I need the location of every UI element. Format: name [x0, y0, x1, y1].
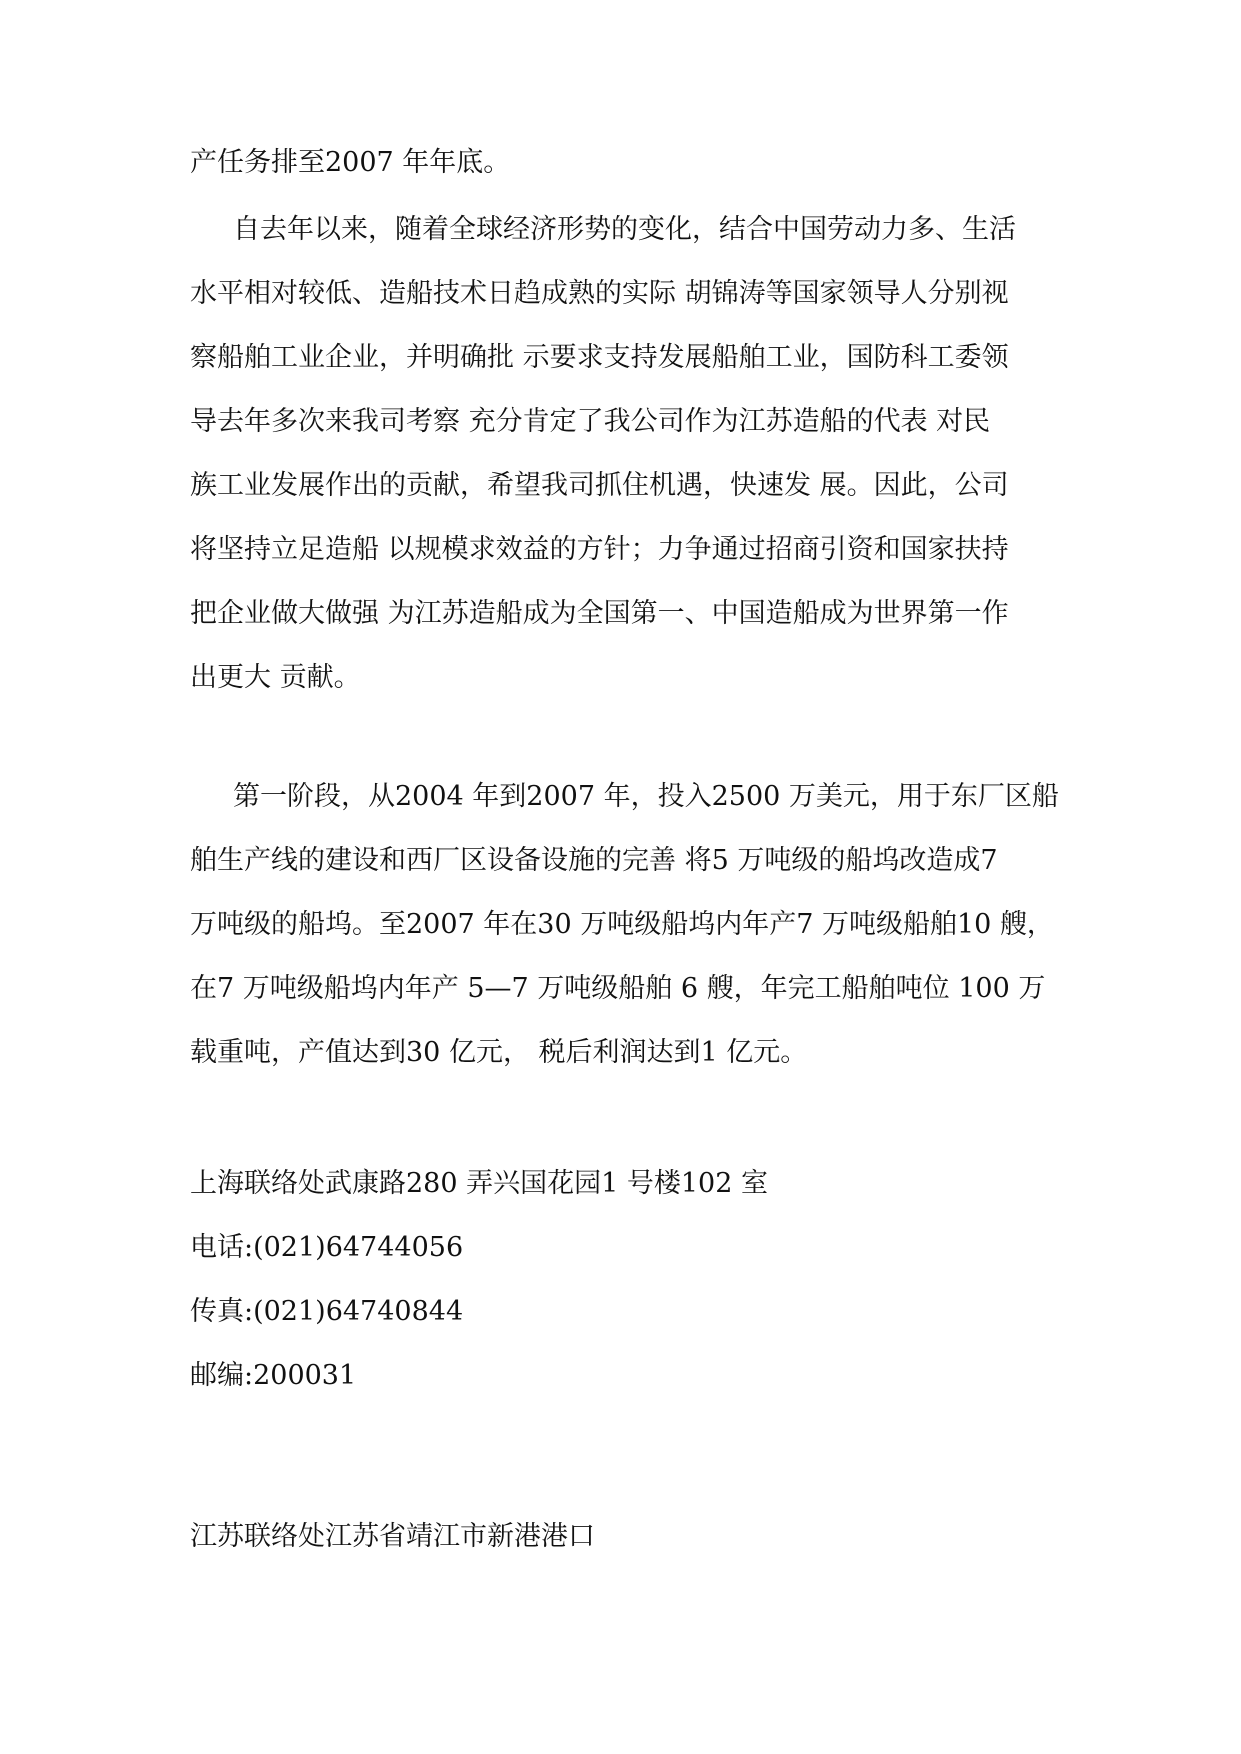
paragraph-continuation — [190, 131, 1060, 195]
paragraph-line: 第一阶段，从2004 年到2007 年，投入2500 万美元，用于东厂区船 — [233, 781, 1059, 812]
paragraph-company-strategy — [190, 198, 1060, 710]
shanghai-office-fax: 传真:(021)64740844 — [190, 1296, 464, 1327]
paragraph-line: 产任务排至2007 年年底。 — [190, 147, 511, 178]
shanghai-office-phone: 电话:(021)64744056 — [190, 1232, 464, 1263]
jiangsu-office-contact — [190, 1505, 1060, 1569]
paragraph-line: 将坚持立足造船 以规模求效益的方针；力争通过招商引资和国家扶持 — [190, 534, 1009, 565]
paragraph-line: 舶生产线的建设和西厂区设备设施的完善 将5 万吨级的船坞改造成7 — [190, 845, 998, 876]
shanghai-office-contact — [190, 1152, 1060, 1408]
paragraph-line: 水平相对较低、造船技术日趋成熟的实际 胡锦涛等国家领导人分别视 — [190, 278, 1009, 309]
paragraph-line: 自去年以来，随着全球经济形势的变化，结合中国劳动力多、生活 — [233, 214, 1016, 245]
paragraph-line: 在7 万吨级船坞内年产 5—7 万吨级船舶 6 艘，年完工船舶吨位 100 万 — [190, 973, 1046, 1004]
jiangsu-office-address: 江苏联络处江苏省靖江市新港港口 — [190, 1521, 595, 1552]
shanghai-office-address: 上海联络处武康路280 弄兴国花园1 号楼102 室 — [190, 1168, 768, 1199]
paragraph-line: 出更大 贡献。 — [190, 662, 361, 693]
paragraph-first-phase — [190, 765, 1060, 1085]
paragraph-line: 载重吨，产值达到30 亿元， 税后利润达到1 亿元。 — [190, 1037, 808, 1068]
paragraph-line: 把企业做大做强 为江苏造船成为全国第一、中国造船成为世界第一作 — [190, 598, 1009, 629]
paragraph-line: 族工业发展作出的贡献，希望我司抓住机遇，快速发 展。因此，公司 — [190, 470, 1009, 501]
paragraph-line: 导去年多次来我司考察 充分肯定了我公司作为江苏造船的代表 对民 — [190, 406, 991, 437]
paragraph-line: 察船舶工业企业，并明确批 示要求支持发展船舶工业，国防科工委领 — [190, 342, 1009, 373]
paragraph-line: 万吨级的船坞。至2007 年在30 万吨级船坞内年产7 万吨级船舶10 艘， — [190, 909, 1054, 940]
shanghai-office-postcode: 邮编:200031 — [190, 1360, 357, 1391]
